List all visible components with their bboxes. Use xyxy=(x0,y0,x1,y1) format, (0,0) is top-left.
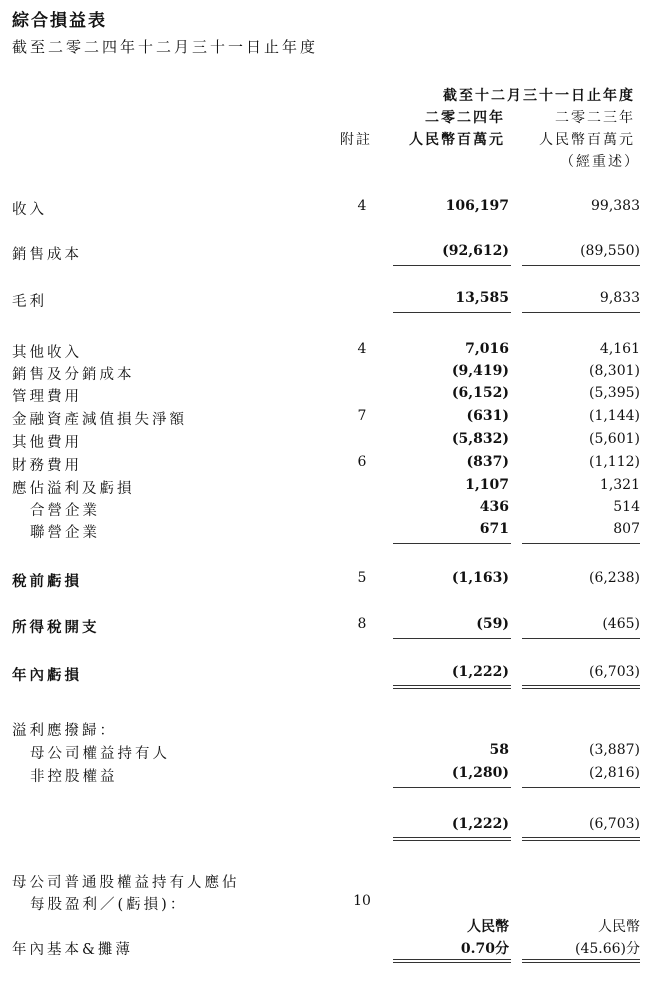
row-label-impairment: 金融資產減值損失淨額 xyxy=(12,412,187,428)
row-2023-other-income: 4,161 xyxy=(599,341,640,357)
unit-2023-header: 人民幣百萬元 xyxy=(539,132,635,148)
underline-2024 xyxy=(393,265,511,266)
row-2024-eps: 0.70分 xyxy=(460,941,509,957)
row-2024-year-loss: (1,222) xyxy=(451,664,509,680)
row-2023-finance: (1,112) xyxy=(588,454,640,470)
row-2023-eps: (45.66)分 xyxy=(574,941,640,957)
underline-2024 xyxy=(393,543,511,544)
row-2023-tax: (465) xyxy=(602,616,640,632)
row-2023-admin: (5,395) xyxy=(588,385,640,401)
row-2024-tax: (59) xyxy=(476,616,509,632)
row-label-other-expenses: 其他費用 xyxy=(12,435,82,451)
row-label-nci: 非控股權益 xyxy=(30,769,118,785)
row-2024-total: (1,222) xyxy=(451,816,509,832)
underline-2024 xyxy=(393,312,511,313)
row-2023-year-loss: (6,703) xyxy=(588,664,640,680)
row-2024-impairment: (631) xyxy=(466,408,509,424)
row-2023-pretax-loss: (6,238) xyxy=(588,570,640,586)
row-2023-gross-profit: 9,833 xyxy=(599,290,640,306)
note-column-header: 附註 xyxy=(340,132,372,148)
underline-2023 xyxy=(522,265,640,266)
row-2023-total: (6,703) xyxy=(588,816,640,832)
row-2024-selling: (9,419) xyxy=(451,363,509,379)
row-2023-cost-of-sales: (89,550) xyxy=(580,243,640,259)
row-2023-selling: (8,301) xyxy=(588,363,640,379)
row-label-attrib: 溢利應撥歸： xyxy=(12,723,117,739)
row-label-year-loss: 年內虧損 xyxy=(12,667,82,684)
row-label-admin: 管理費用 xyxy=(12,389,82,405)
double-underline-2023 xyxy=(522,959,640,963)
row-label-other-income: 其他收入 xyxy=(12,345,82,361)
underline-2024 xyxy=(393,787,511,788)
row-label-eps-sub: 每股盈利／(虧損)： xyxy=(30,897,188,913)
row-note-impairment: 7 xyxy=(357,408,367,424)
double-underline-2024 xyxy=(393,837,511,841)
row-label-selling: 銷售及分銷成本 xyxy=(12,367,135,383)
row-2024-nci: (1,280) xyxy=(451,765,509,781)
row-2023-owners: (3,887) xyxy=(588,742,640,758)
underline-2023 xyxy=(522,312,640,313)
year-2024-header: 二零二四年 xyxy=(425,110,505,126)
row-2024-finance: (837) xyxy=(466,454,509,470)
row-label-eps-title: 母公司普通股權益持有人應佔 xyxy=(12,875,240,891)
row-note-eps: 10 xyxy=(353,893,371,909)
restated-header: （經重述） xyxy=(560,154,640,170)
underline-2023 xyxy=(522,543,640,544)
row-label-finance: 財務費用 xyxy=(12,458,82,474)
row-label-eps: 年內基本&攤薄 xyxy=(12,942,133,958)
eps-unit-2023: 人民幣 xyxy=(598,919,640,935)
row-label-jv: 合營企業 xyxy=(30,503,100,519)
row-2024-assoc: 671 xyxy=(479,521,509,537)
row-note-pretax-loss: 5 xyxy=(357,570,367,586)
row-2024-other-income: 7,016 xyxy=(465,341,509,357)
period-header: 截至十二月三十一日止年度 xyxy=(443,88,635,104)
underline-2024 xyxy=(393,638,511,639)
row-note-other-income: 4 xyxy=(357,341,367,357)
row-2024-pretax-loss: (1,163) xyxy=(451,570,509,586)
underline-2023 xyxy=(522,638,640,639)
row-note-revenue: 4 xyxy=(357,198,367,214)
underline-2023 xyxy=(522,787,640,788)
row-2023-impairment: (1,144) xyxy=(588,408,640,424)
row-2024-owners: 58 xyxy=(489,742,509,758)
row-2024-revenue: 106,197 xyxy=(445,198,509,214)
row-note-finance: 6 xyxy=(357,454,367,470)
row-2024-other-expenses: (5,832) xyxy=(451,431,509,447)
row-note-tax: 8 xyxy=(357,616,367,632)
row-label-share-of: 應佔溢利及虧損 xyxy=(12,481,135,497)
row-2023-share-of: 1,321 xyxy=(599,477,640,493)
double-underline-2023 xyxy=(522,685,640,689)
statement-title: 綜合損益表 xyxy=(12,11,107,31)
double-underline-2024 xyxy=(393,959,511,963)
row-2024-gross-profit: 13,585 xyxy=(455,290,509,306)
row-2023-jv: 514 xyxy=(613,499,640,515)
row-2024-admin: (6,152) xyxy=(451,385,509,401)
row-label-pretax-loss: 稅前虧損 xyxy=(12,573,82,590)
statement-subtitle: 截至二零二四年十二月三十一日止年度 xyxy=(12,38,319,56)
year-2023-header: 二零二三年 xyxy=(555,110,635,126)
double-underline-2023 xyxy=(522,837,640,841)
double-underline-2024 xyxy=(393,685,511,689)
row-2024-cost-of-sales: (92,612) xyxy=(442,243,509,259)
eps-unit-2024: 人民幣 xyxy=(467,919,509,935)
row-2024-jv: 436 xyxy=(479,499,509,515)
row-label-gross-profit: 毛利 xyxy=(12,294,47,310)
row-label-tax: 所得稅開支 xyxy=(12,619,100,636)
row-2023-nci: (2,816) xyxy=(588,765,640,781)
row-label-owners: 母公司權益持有人 xyxy=(30,746,170,762)
row-2023-assoc: 807 xyxy=(613,521,640,537)
unit-2024-header: 人民幣百萬元 xyxy=(409,132,505,148)
row-label-revenue: 收入 xyxy=(12,202,47,218)
row-label-assoc: 聯營企業 xyxy=(30,525,100,541)
row-2023-revenue: 99,383 xyxy=(591,198,640,214)
row-label-cost-of-sales: 銷售成本 xyxy=(12,247,82,263)
row-2023-other-expenses: (5,601) xyxy=(588,431,640,447)
row-2024-share-of: 1,107 xyxy=(465,477,509,493)
